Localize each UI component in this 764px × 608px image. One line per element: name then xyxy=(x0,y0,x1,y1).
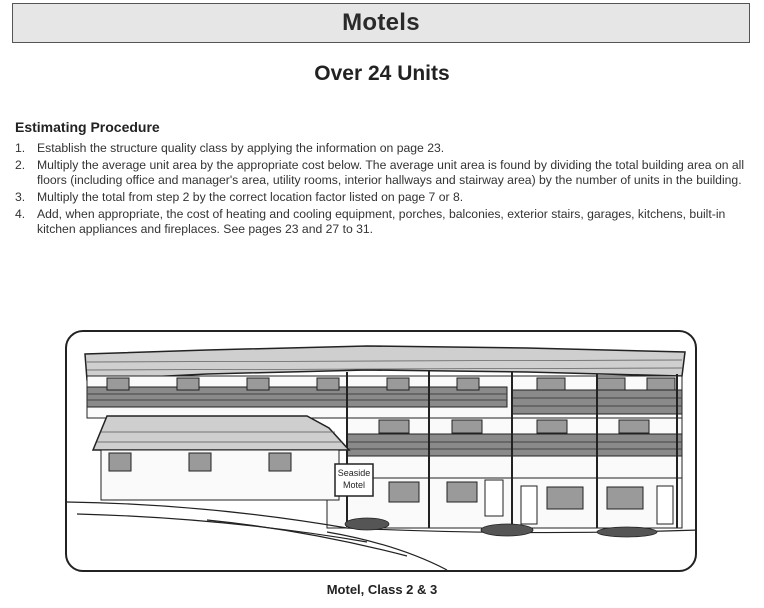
procedure-step xyxy=(15,207,753,237)
illustration-caption: Motel, Class 2 & 3 xyxy=(326,582,438,597)
procedure-step xyxy=(15,158,753,188)
motel-sign xyxy=(335,464,373,496)
procedure-step xyxy=(15,141,753,156)
step-number: 1. xyxy=(15,141,26,155)
page-subtitle: Over 24 Units xyxy=(314,62,450,85)
page-title-bar xyxy=(12,3,750,43)
middle-railing xyxy=(347,434,682,456)
step-text: Add, when appropriate, the cost of heating and cooling equipment, porches, balconies, exterior stairs, garages, kitchens, built-in kitchen appliances and fireplaces. See pages 23 and 27 to 31. xyxy=(37,207,726,236)
motel-illustration xyxy=(67,332,697,572)
step-text: Multiply the total from step 2 by the correct location factor listed on page 7 or 8. xyxy=(37,190,464,204)
procedure-steps xyxy=(15,141,753,239)
step-number: 4. xyxy=(15,207,26,221)
step-text: Establish the structure quality class by applying the information on page 23. xyxy=(37,141,445,155)
procedure-step xyxy=(15,190,753,205)
upper-railing-left xyxy=(87,387,507,407)
main-roof xyxy=(85,346,685,380)
sign-line2: Motel xyxy=(342,480,366,490)
motel-illustration-frame xyxy=(65,330,697,572)
procedure-heading: Estimating Procedure xyxy=(15,119,160,135)
office-roof xyxy=(93,416,349,450)
step-number: 3. xyxy=(15,190,26,204)
step-text: Multiply the average unit area by the appropriate cost below. The average unit area is found by dividing the total building area on all floors (including office and manager's area, utility rooms, interior hallways and stairway area) by the number of units in the building. xyxy=(37,158,745,187)
page-title: Motels xyxy=(342,9,420,36)
sign-line1: Seaside xyxy=(337,468,371,478)
step-number: 2. xyxy=(15,158,26,172)
